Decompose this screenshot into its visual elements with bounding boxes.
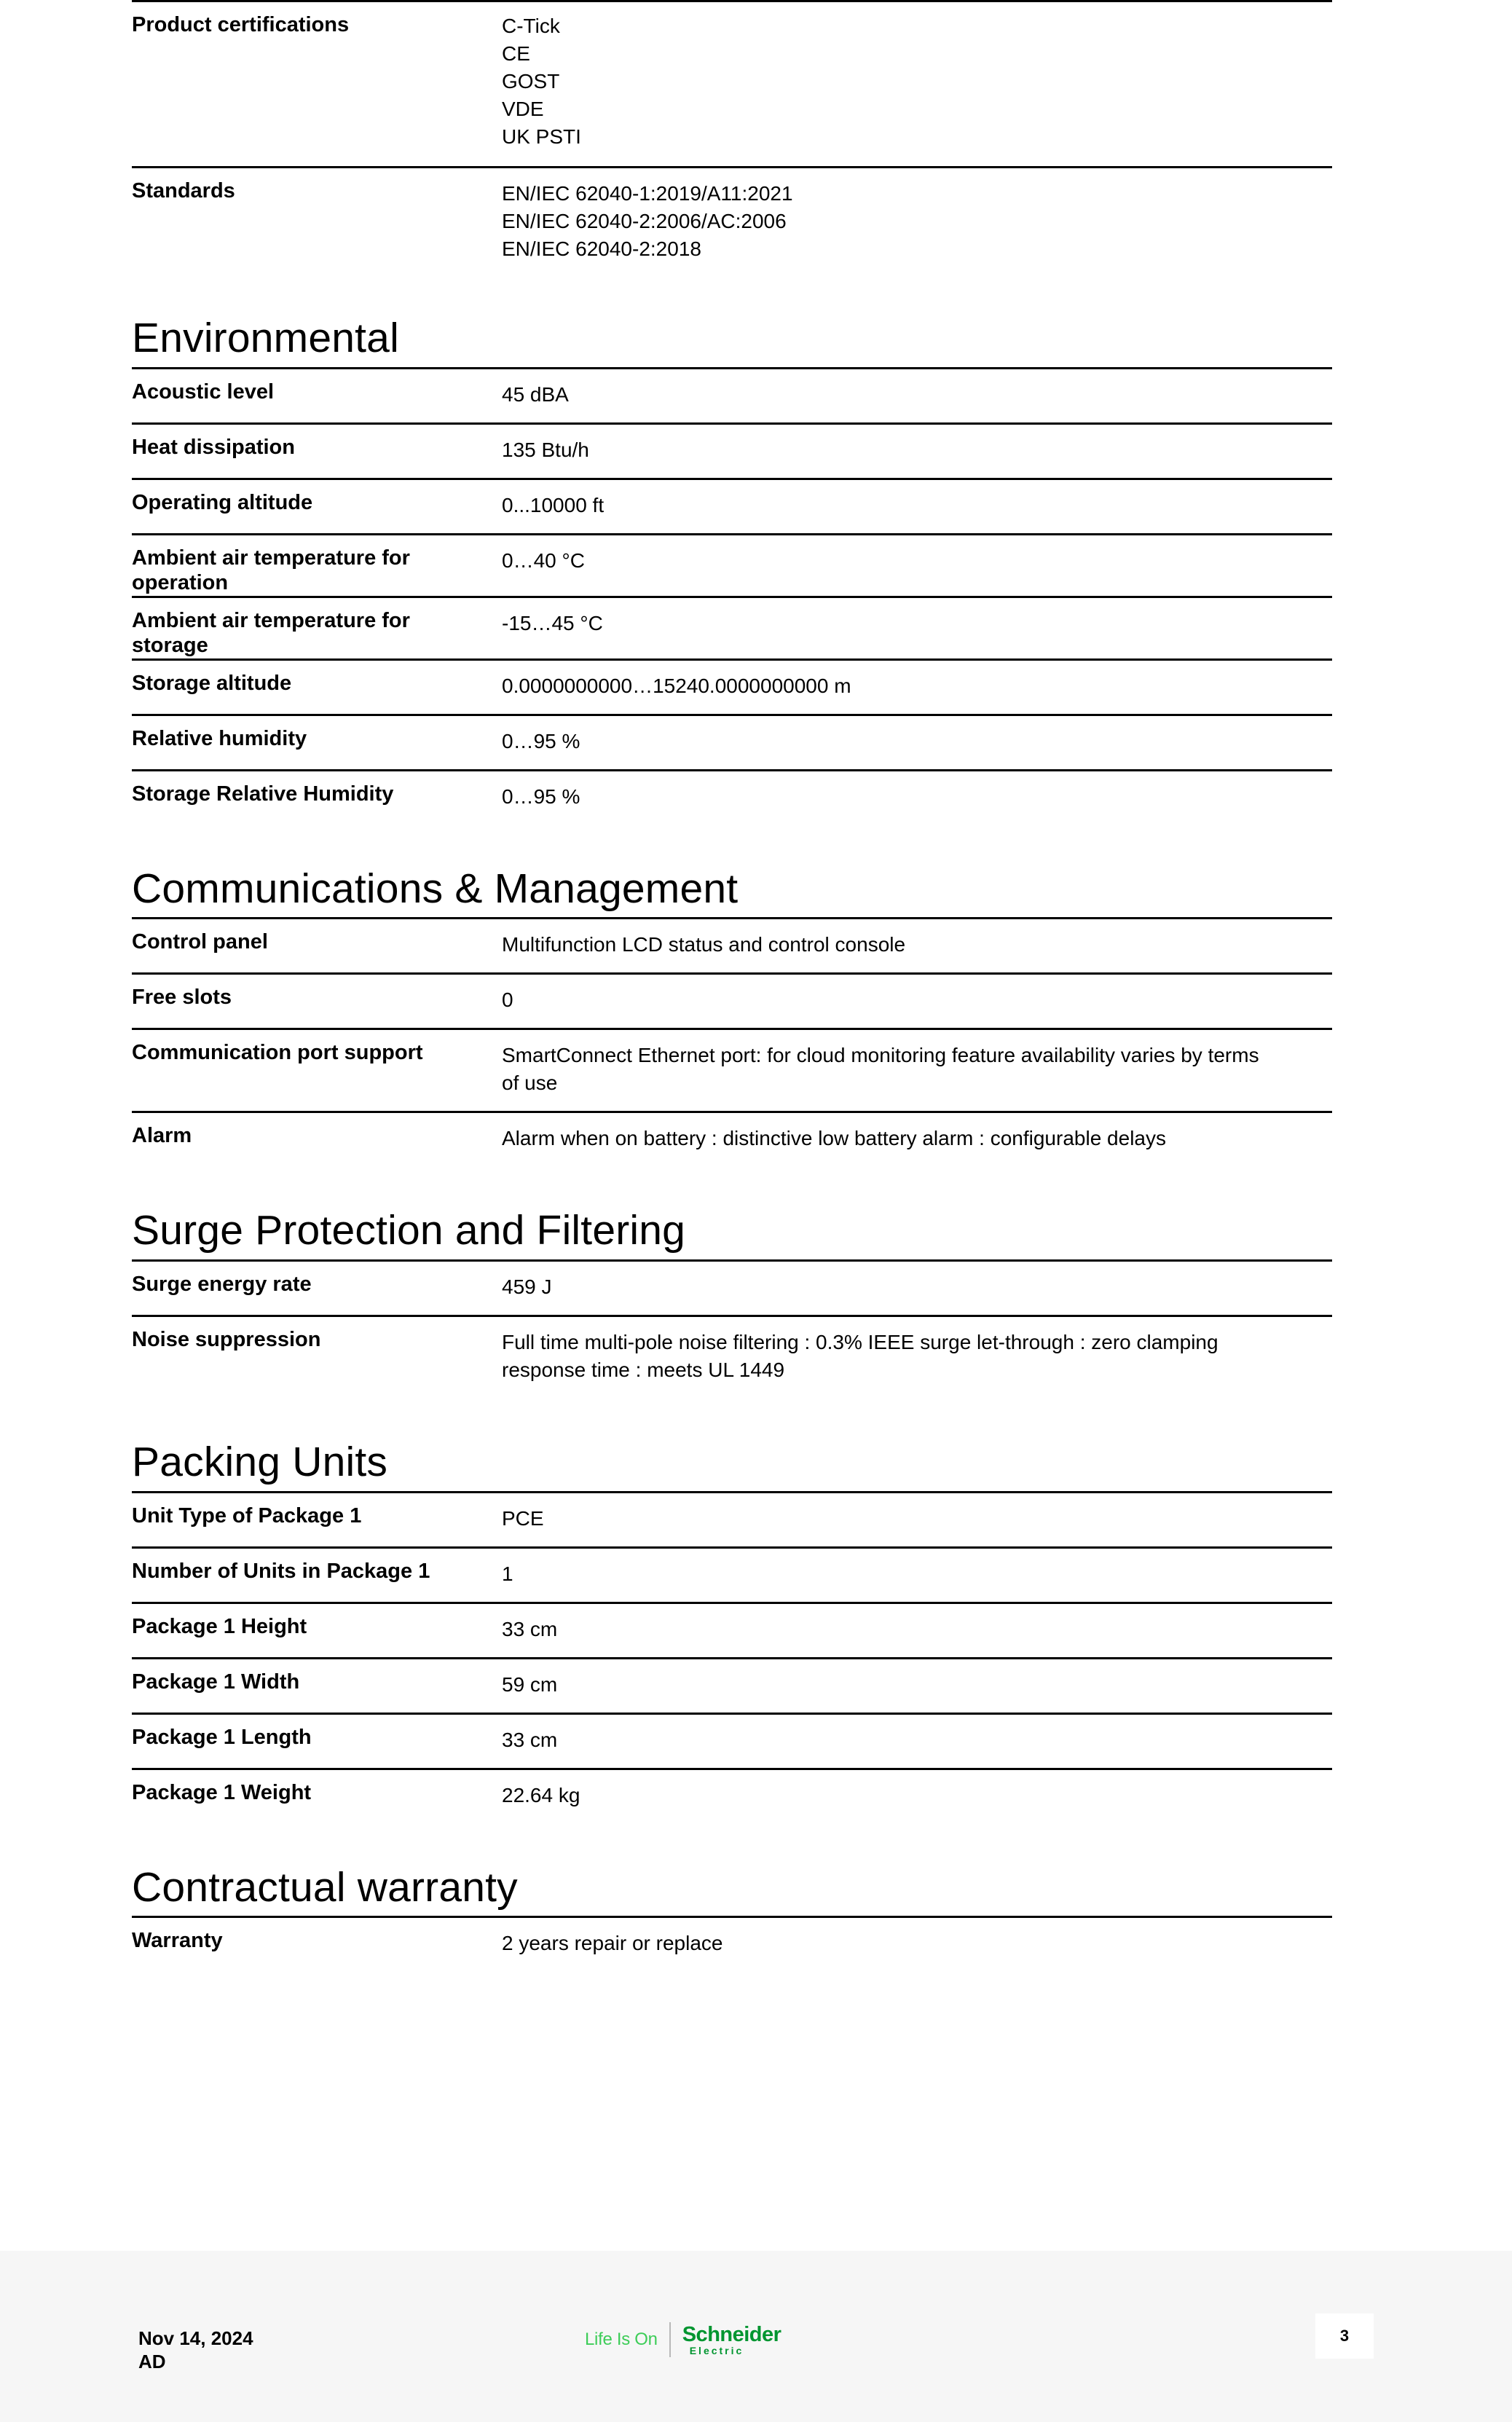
spec-label: Alarm (132, 1124, 192, 1148)
spec-value (502, 771, 1332, 827)
spec-value-line: 1 (502, 1562, 513, 1585)
spec-label: Standards (132, 179, 235, 203)
spec-row-control-panel (132, 919, 1332, 975)
spec-value-line: 59 cm (502, 1672, 558, 1696)
spec-value-line: GOST (502, 70, 560, 93)
spec-label: Unit Type of Package 1 (132, 1503, 362, 1527)
spec-value-line: 33 cm (502, 1617, 558, 1640)
spec-row-noise-suppression (132, 1317, 1332, 1400)
spec-value-line: 0…95 % (502, 729, 580, 752)
spec-label: Free slots (132, 986, 232, 1010)
spec-value (502, 168, 1332, 267)
spec-value-line: CE (502, 42, 530, 65)
spec-value (502, 1604, 1332, 1657)
spec-label: Storage altitude (132, 671, 292, 695)
life-is-on-tagline: Life Is On (585, 2329, 658, 2349)
section-packing-units (132, 1439, 1332, 1825)
spec-row-ambient-temp-operation (132, 535, 1332, 598)
spec-label: Warranty (132, 1929, 223, 1953)
spec-value (502, 1262, 1332, 1315)
spec-value (502, 1659, 1332, 1713)
section-heading: Communications & Management (132, 866, 1332, 920)
spec-value-line: EN/IEC 62040-1:2019/A11:2021 (502, 182, 793, 205)
spec-value-line: 2 years repair or replace (502, 1932, 723, 1955)
spec-value (502, 1770, 1332, 1825)
spec-value-line: -15…45 °C (502, 611, 603, 634)
spec-row-operating-altitude (132, 480, 1332, 535)
spec-value (502, 975, 1332, 1028)
spec-label: Surge energy rate (132, 1273, 312, 1297)
spec-value (502, 1317, 1332, 1400)
spec-label: Package 1 Weight (132, 1780, 312, 1804)
spec-value (502, 1549, 1332, 1602)
spec-row-package-length (132, 1715, 1332, 1770)
section-surge-protection (132, 1208, 1332, 1400)
page-footer (0, 2251, 1512, 2422)
spec-value-line: SmartConnect Ethernet port: for cloud monitoring feature availability varies by terms of use (502, 1044, 1259, 1095)
footer-date-block (138, 2327, 253, 2373)
spec-row-alarm (132, 1113, 1332, 1168)
spec-value-line: 135 Btu/h (502, 438, 589, 461)
section-heading: Environmental (132, 315, 1332, 369)
spec-row-standards (132, 168, 1332, 267)
spec-label: Operating altitude (132, 490, 313, 514)
spec-row-heat-dissipation (132, 425, 1332, 480)
spec-value (502, 1918, 1332, 1973)
spec-label: Storage Relative Humidity (132, 782, 394, 806)
spec-value-line: 459 J (502, 1275, 552, 1299)
spec-label: Package 1 Width (132, 1670, 300, 1694)
schneider-logo (585, 2324, 781, 2356)
spec-row-number-of-units (132, 1549, 1332, 1604)
spec-label: Heat dissipation (132, 435, 295, 459)
spec-label: Control panel (132, 930, 268, 954)
spec-value-line: 22.64 kg (502, 1783, 580, 1806)
spec-value-line: EN/IEC 62040-2:2018 (502, 237, 701, 260)
spec-label: Communication port support (132, 1041, 423, 1065)
spec-row-storage-relative-humidity (132, 771, 1332, 827)
spec-label: Ambient air temperature for storage (132, 608, 410, 657)
spec-label: Relative humidity (132, 726, 307, 750)
spec-row-relative-humidity (132, 716, 1332, 771)
spec-value-line: Alarm when on battery : distinctive low battery alarm : configurable delays (502, 1127, 1166, 1150)
section-heading: Contractual warranty (132, 1865, 1332, 1919)
spec-value-line: 0.0000000000…15240.0000000000 m (502, 674, 851, 697)
spec-row-package-width (132, 1659, 1332, 1715)
spec-value (502, 1113, 1332, 1168)
spec-value (502, 1715, 1332, 1768)
spec-value-line: EN/IEC 62040-2:2006/AC:2006 (502, 210, 787, 232)
spec-row-communication-port (132, 1030, 1332, 1113)
spec-label: Noise suppression (132, 1328, 321, 1352)
spec-value-line: 0 (502, 988, 513, 1012)
spec-label: Number of Units in Package 1 (132, 1559, 430, 1583)
section-environmental (132, 315, 1332, 827)
spec-label: Package 1 Length (132, 1725, 312, 1749)
spec-value (502, 661, 1332, 714)
spec-value-line: VDE (502, 98, 544, 120)
spec-value-line: Multifunction LCD status and control console (502, 933, 906, 956)
brand-wordmark (682, 2324, 781, 2356)
section-heading: Surge Protection and Filtering (132, 1208, 1332, 1262)
spec-value (502, 369, 1332, 422)
spec-value-line: 0…95 % (502, 785, 580, 808)
spec-row-free-slots (132, 975, 1332, 1030)
spec-value (502, 716, 1332, 769)
spec-value-line: Full time multi-pole noise filtering : 0.3% IEEE surge let-through : zero clamping response time : meets UL 1449 (502, 1331, 1218, 1382)
spec-value (502, 425, 1332, 478)
spec-value-line: 0…40 °C (502, 549, 585, 572)
spec-row-surge-energy-rate (132, 1262, 1332, 1317)
brand-name: Schneider (682, 2322, 781, 2346)
spec-value (502, 919, 1332, 972)
spec-row-product-certifications (132, 2, 1332, 168)
spec-row-acoustic-level (132, 369, 1332, 425)
spec-label: Ambient air temperature for operation (132, 546, 410, 594)
spec-row-package-height (132, 1604, 1332, 1659)
spec-row-package-weight (132, 1770, 1332, 1825)
spec-label: Product certifications (132, 13, 350, 36)
spec-value (502, 598, 1332, 658)
spec-value (502, 535, 1332, 596)
spec-label: Acoustic level (132, 380, 275, 404)
section-certifications (132, 0, 1332, 267)
logo-divider (669, 2322, 671, 2357)
spec-value (502, 480, 1332, 533)
spec-row-ambient-temp-storage (132, 598, 1332, 661)
spec-label: Package 1 Height (132, 1614, 307, 1638)
section-contractual-warranty (132, 1865, 1332, 1974)
spec-value-line: 45 dBA (502, 382, 569, 406)
spec-row-storage-altitude (132, 661, 1332, 716)
footer-author: AD (138, 2351, 166, 2372)
spec-value-line: 0...10000 ft (502, 493, 605, 516)
section-communications (132, 866, 1332, 1169)
brand-sub: Electric (689, 2344, 744, 2356)
spec-value (502, 1493, 1332, 1546)
spec-value (502, 2, 1332, 166)
spec-value-line: C-Tick (502, 15, 560, 37)
spec-row-warranty (132, 1918, 1332, 1973)
spec-content (132, 0, 1332, 1973)
spec-value-line: PCE (502, 1506, 544, 1530)
page-number: 3 (1315, 2313, 1374, 2359)
spec-value-line: UK PSTI (502, 125, 581, 148)
spec-value-line: 33 cm (502, 1728, 558, 1751)
spec-row-unit-type (132, 1493, 1332, 1549)
spec-value (502, 1030, 1332, 1111)
section-heading: Packing Units (132, 1439, 1332, 1493)
footer-date: Nov 14, 2024 (138, 2327, 253, 2349)
